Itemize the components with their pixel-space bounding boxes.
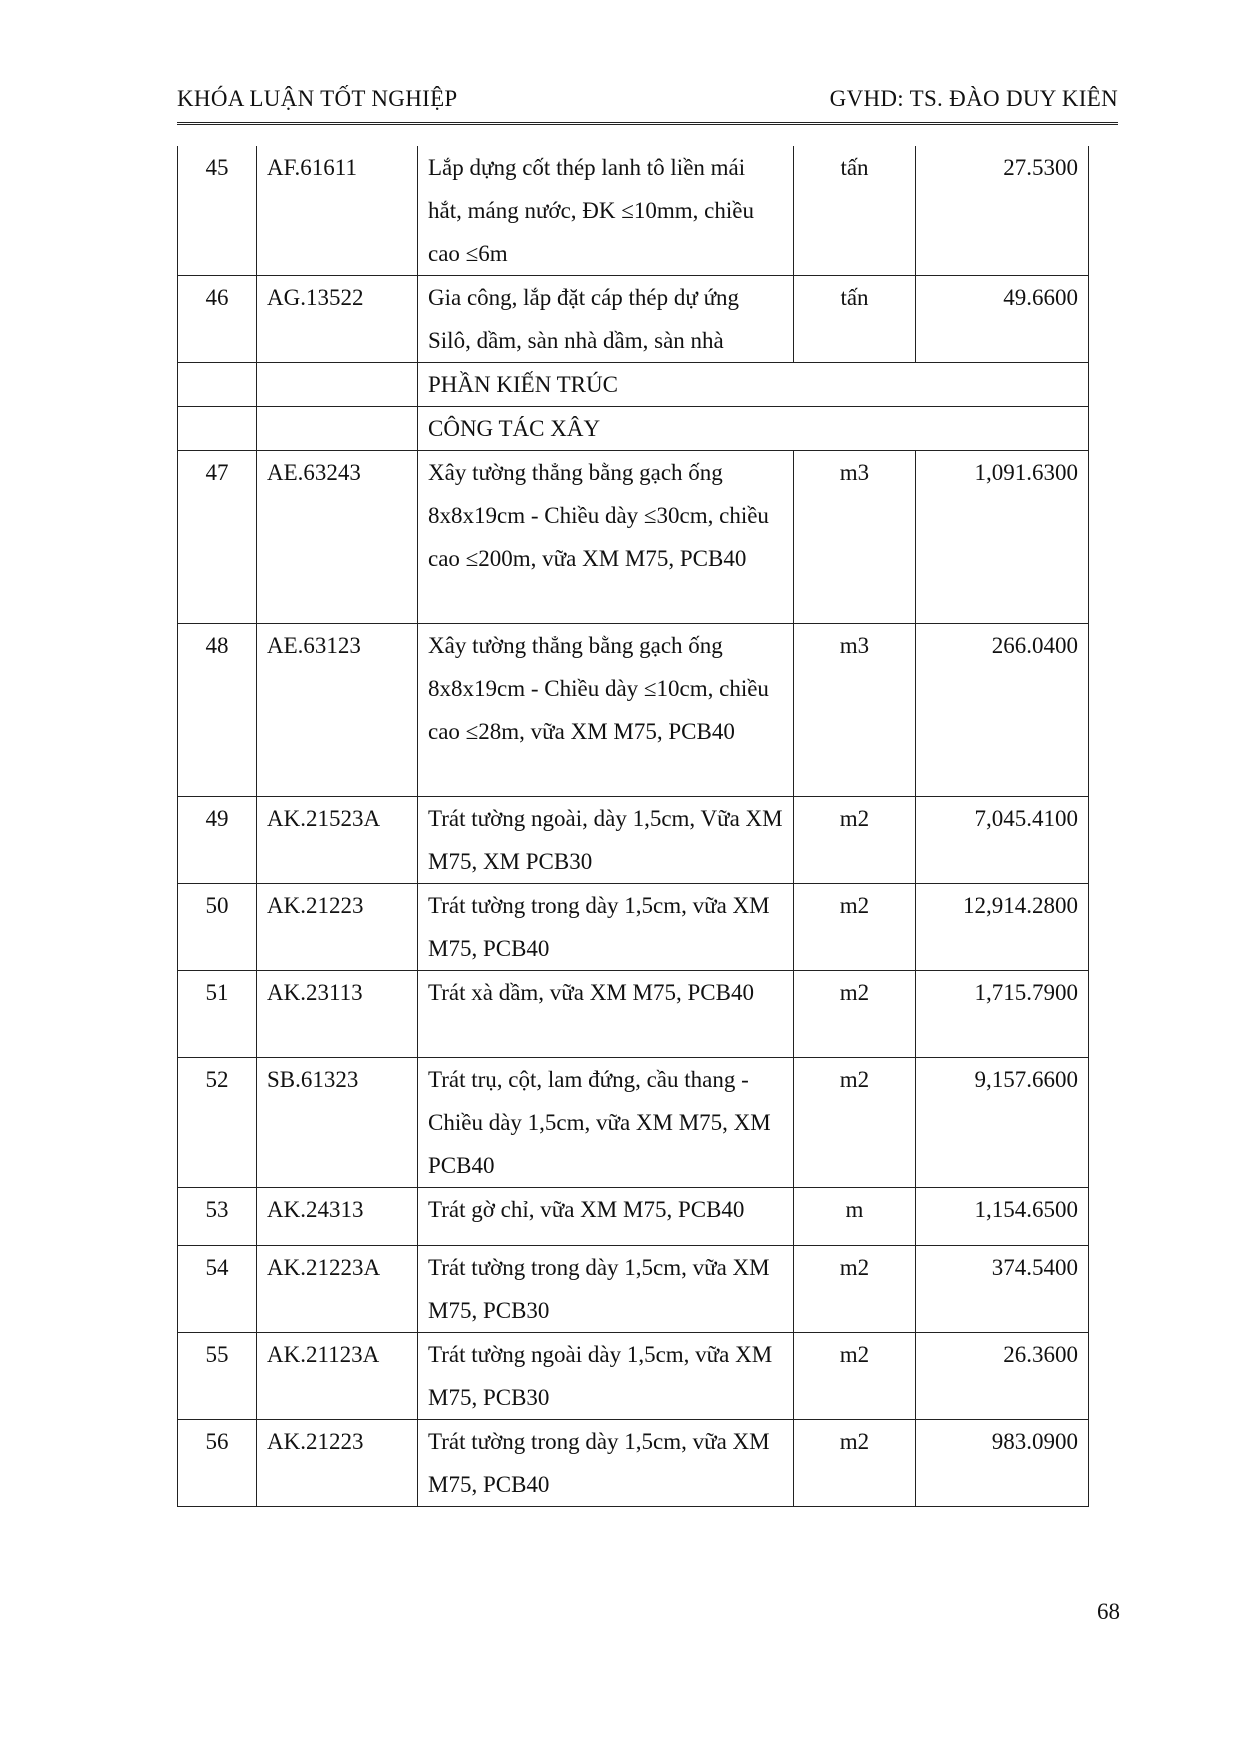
work-code: AK.21523A [257,797,418,884]
unit: m3 [794,451,916,624]
quantity: 49.6600 [916,276,1089,363]
work-description: Trát trụ, cột, lam đứng, cầu thang - Chiều dày 1,5cm, vữa XM M75, XM PCB40 [418,1058,794,1188]
empty-cell [178,363,257,407]
work-code: AE.63123 [257,624,418,797]
work-code: AK.21223 [257,884,418,971]
quantity: 1,154.6500 [916,1188,1089,1246]
work-description: Trát tường trong dày 1,5cm, vữa XM M75, PCB30 [418,1246,794,1333]
unit: m2 [794,1246,916,1333]
empty-cell [178,407,257,451]
quantity: 7,045.4100 [916,797,1089,884]
work-code: AK.21123A [257,1333,418,1420]
row-number: 48 [178,624,257,797]
page-header [177,86,1118,125]
row-number: 56 [178,1420,257,1507]
quantity: 27.5300 [916,146,1089,276]
unit: tấn [794,146,916,276]
work-code: SB.61323 [257,1058,418,1188]
quantity: 1,715.7900 [916,971,1089,1058]
unit: m2 [794,1058,916,1188]
row-number: 50 [178,884,257,971]
table-row [178,1420,1089,1507]
work-code: AK.24313 [257,1188,418,1246]
row-number: 49 [178,797,257,884]
table-row [178,1333,1089,1420]
advisor-name: GVHD: TS. ĐÀO DUY KIÊN [829,86,1118,111]
unit: m2 [794,884,916,971]
unit: tấn [794,276,916,363]
work-description: Lắp dựng cốt thép lanh tô liền mái hắt, máng nước, ĐK ≤10mm, chiều cao ≤6m [418,146,794,276]
work-code: AF.61611 [257,146,418,276]
work-description: Xây tường thẳng bằng gạch ống 8x8x19cm - Chiều dày ≤30cm, chiều cao ≤200m, vữa XM M75, PCB40 [418,451,794,624]
unit: m2 [794,797,916,884]
table-row [178,1058,1089,1188]
table-row [178,971,1089,1058]
row-number: 53 [178,1188,257,1246]
work-code: AK.21223 [257,1420,418,1507]
work-description: Trát tường ngoài, dày 1,5cm, Vữa XM M75, XM PCB30 [418,797,794,884]
table-row [178,146,1089,276]
quantity: 1,091.6300 [916,451,1089,624]
table-row [178,797,1089,884]
quantity: 9,157.6600 [916,1058,1089,1188]
work-description: Trát tường trong dày 1,5cm, vữa XM M75, PCB40 [418,1420,794,1507]
table-row [178,1246,1089,1333]
table-row [178,276,1089,363]
section-heading: CÔNG TÁC XÂY [418,407,1089,451]
work-code: AK.23113 [257,971,418,1058]
section-heading: PHẦN KIẾN TRÚC [418,363,1089,407]
quantity: 26.3600 [916,1333,1089,1420]
page-number: 68 [1097,1599,1120,1624]
table-row [178,884,1089,971]
quantity: 983.0900 [916,1420,1089,1507]
table-row [178,451,1089,624]
work-code: AK.21223A [257,1246,418,1333]
work-description: Trát tường ngoài dày 1,5cm, vữa XM M75, PCB30 [418,1333,794,1420]
section-row [178,363,1089,407]
section-row [178,407,1089,451]
unit: m [794,1188,916,1246]
row-number: 45 [178,146,257,276]
quantity: 374.5400 [916,1246,1089,1333]
work-code: AE.63243 [257,451,418,624]
table-row [178,624,1089,797]
table-row [178,1188,1089,1246]
empty-cell [257,363,418,407]
unit: m2 [794,1420,916,1507]
work-description: Gia công, lắp đặt cáp thép dự ứng Silô, dầm, sàn nhà dầm, sàn nhà [418,276,794,363]
empty-cell [257,407,418,451]
work-description: Trát gờ chỉ, vữa XM M75, PCB40 [418,1188,794,1246]
unit: m2 [794,971,916,1058]
work-code: AG.13522 [257,276,418,363]
row-number: 54 [178,1246,257,1333]
row-number: 52 [178,1058,257,1188]
unit: m2 [794,1333,916,1420]
work-description: Xây tường thẳng bằng gạch ống 8x8x19cm - Chiều dày ≤10cm, chiều cao ≤28m, vữa XM M75, PCB40 [418,624,794,797]
work-description: Trát xà dầm, vữa XM M75, PCB40 [418,971,794,1058]
unit: m3 [794,624,916,797]
row-number: 51 [178,971,257,1058]
thesis-title: KHÓA LUẬN TỐT NGHIỆP [177,86,458,111]
row-number: 55 [178,1333,257,1420]
work-description: Trát tường trong dày 1,5cm, vữa XM M75, PCB40 [418,884,794,971]
quantity: 12,914.2800 [916,884,1089,971]
row-number: 47 [178,451,257,624]
quantity-table [177,146,1089,1507]
row-number: 46 [178,276,257,363]
quantity: 266.0400 [916,624,1089,797]
